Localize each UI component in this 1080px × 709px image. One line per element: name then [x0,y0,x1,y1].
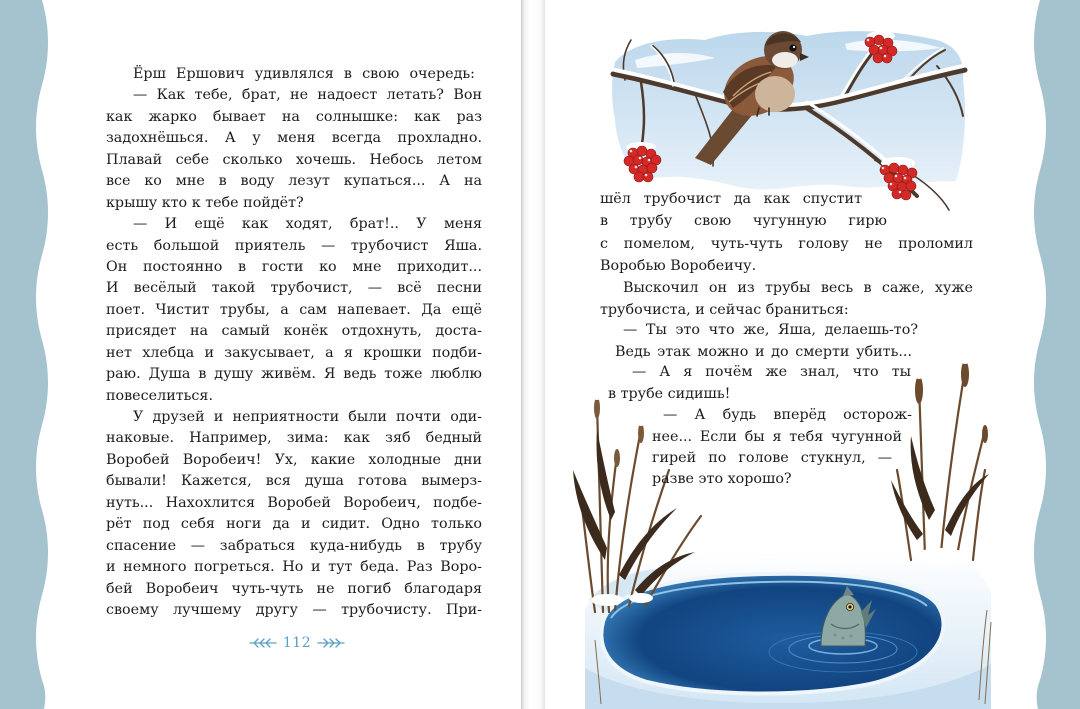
text-line: и немного погреться. Но и тут беда. Раз Воро- [106,559,482,576]
text-line: — А будь вперёд осторож- [663,407,912,423]
text-line: У друзей и неприятности были почти оди- [133,409,482,425]
text-line: Выскочил он из трубы весь в саже, хуже [623,280,973,296]
text-line: нуть... Нахохлится Воробей Воробеич, подбе- [106,494,482,511]
text-line: Плавай себе сколько хочешь. Небось летом [106,151,482,168]
wavy-edge-left [0,0,48,709]
text-line: бывали! Кажется, вся душа готова вымерз- [106,473,482,490]
text-line: нее... Если бы я тебя чугунной [652,429,902,445]
left-page-text [106,64,482,621]
text-line: — А я почём же знал, что ты [632,364,911,380]
flourish-icon [317,636,345,650]
page-edge-strip-left [0,0,50,709]
text-line: все ко мне в воду лезут купаться... А на [106,173,482,190]
text-line: своему лучшему другу — трубочисту. При- [106,601,482,618]
text-line: с помелом, чуть-чуть голову не проломил [600,236,973,252]
text-line: трубочиста, и сейчас браниться: [600,302,849,318]
text-line: гирей по голове стукнул, — [652,450,892,466]
text-line: шёл трубочист да как спустит [600,191,862,207]
text-line: раю. Душа в душу живём. Я ведь тоже люблю [106,366,482,383]
sparrow-belly [755,76,795,112]
text-line: — Ты это что же, Яша, делаешь-то? [623,322,918,338]
text-line: разве это хорошо? [652,471,792,487]
text-line: крышу кто к тебе пойдёт? [106,194,304,211]
text-line: в трубу свою чугунную гирю [600,213,887,229]
text-line: спасение — забраться куда-нибудь в трубу [106,537,482,554]
book-gutter [521,0,545,709]
text-line: наковые. Например, зима: как зяб бедный [106,430,482,447]
text-line: бей Воробеич чуть-чуть не погиб благодаря [106,580,482,597]
text-line: нет хлебца и закусывает, а я крошки подби- [106,344,482,361]
text-line: Воробей Воробеич! Ух, какие холодные дни [106,451,482,468]
text-line: присядет на самый конёк отдохнуть, доста- [106,323,482,340]
text-line: — Как тебе, брат, не надоест летать? Вон [133,87,482,104]
text-line: И весёлый такой трубочист, — всё песни [106,280,482,297]
wavy-edge-right [1034,0,1080,709]
text-line: Он постоянно в гости ко мне приходит... [106,258,482,275]
text-line: Ведь этак можно и до смерти убить... [615,344,912,360]
text-line: есть большой приятель — трубочист Яша. [106,237,482,254]
text-line: задохнёшься. А у меня всегда прохладно. [106,130,482,147]
text-line: поет. Чистит трубы, а сам напевает. Да ещё [106,301,482,318]
text-line: Ёрш Ершович удивлялся в свою очередь: [133,66,475,82]
text-line: — И ещё как ходят, брат!.. У меня [133,216,482,233]
page-edge-strip-right [1030,0,1080,709]
text-line: повеселиться. [106,387,213,404]
text-line: Воробью Воробеичу. [600,258,757,274]
sparrow-illustration [612,31,965,210]
text-line: как жарко бывает на солнышке: как раз [106,108,482,125]
page-number: 112 [282,635,312,651]
text-line: в трубе сидишь! [608,386,731,402]
text-line: рёт под себя ноги да и сидит. Одно только [106,516,482,533]
